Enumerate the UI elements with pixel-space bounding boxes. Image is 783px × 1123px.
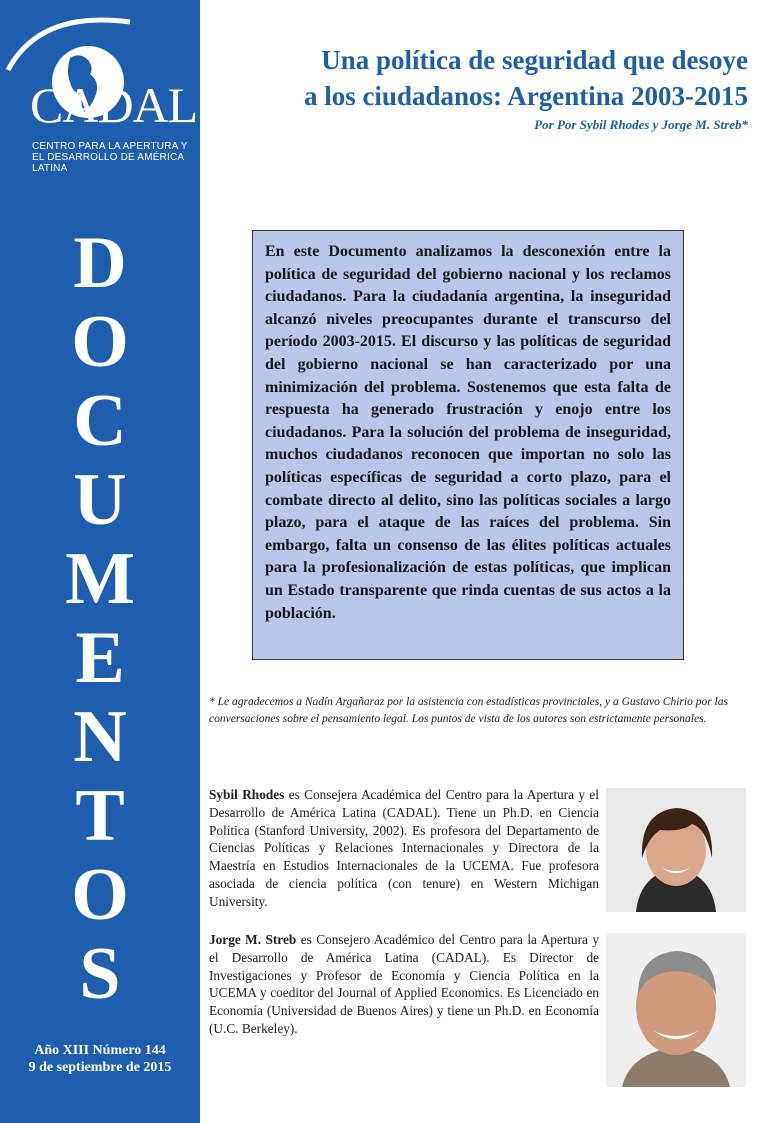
vertical-letter: N: [73, 696, 127, 778]
author-bio-text: es Consejera Académica del Centro para la Apertura y el Desarrollo de América Latina (CADAL). Tiene un Ph.D. en Ciencia Política (Stanford University, 2002). Es profesora del Departamento de Ciencias Políticas y Relaciones Internacionales y Directora de la Maestría en Estudios Internacionales de la UCEMA. Fue profesora asociada de ciencia política (con tenure) en Western Michigan University.: [209, 787, 599, 909]
logo-subtitle: CENTRO PARA LA APERTURA Y EL DESARROLLO DE AMÉRICA LATINA: [32, 141, 188, 174]
vertical-letter: E: [75, 617, 125, 699]
vertical-letter: O: [71, 301, 129, 383]
author-bio: [209, 786, 599, 911]
sidebar: [0, 0, 200, 1123]
title-line: a los ciudadanos: Argentina 2003-2015: [303, 81, 748, 111]
vertical-letter: S: [79, 933, 121, 1015]
author-bio: [209, 931, 599, 1038]
footnote: * Le agradecemos a Nadín Argañaraz por la asistencia con estadísticas provinciales, y a Gustavo Chirio por las conversaciones sobre el pensamiento legal. Los puntos de vista de los autores son estrictamente personales.: [209, 696, 728, 725]
author-photo: [606, 933, 746, 1087]
title-line: Una política de seguridad que desoye: [321, 45, 748, 75]
byline: Por Por Sybil Rhodes y Jorge M. Streb*: [534, 117, 748, 132]
author-name: Sybil Rhodes: [209, 787, 285, 802]
logo-wordmark: CADAL: [30, 77, 198, 133]
vertical-letter: D: [73, 222, 127, 304]
issue-date: 9 de septiembre de 2015: [28, 1060, 172, 1075]
vertical-letter: O: [71, 854, 129, 936]
vertical-letter: M: [65, 538, 135, 620]
vertical-letter: U: [73, 459, 127, 541]
vertical-letter: T: [75, 775, 125, 857]
issue-number: Año XIII Número 144: [34, 1043, 166, 1058]
abstract-box: [252, 230, 684, 660]
vertical-letter: C: [73, 380, 127, 462]
author-photo: [606, 788, 746, 912]
author-bio-text: es Consejero Académico del Centro para la Apertura y el Desarrollo de América Latina (CADAL). Es Director de Investigaciones y Profesor de Economía y Ciencia Política en la UCEMA y coeditor del Journal of Applied Economics. Es Licenciado en Economía (Universidad de Buenos Aires) y tiene un Ph.D. en Economía (U.C. Berkeley).: [209, 932, 599, 1036]
author-name: Jorge M. Streb: [209, 932, 297, 947]
abstract-text: En este Documento analizamos la desconexión entre la política de seguridad del gobierno nacional y los reclamos ciudadanos. Para la ciudadanía argentina, la inseguridad alcanzó niveles preocupantes durante el transcurso del período 2003-2015. El discurso y las políticas de seguridad del gobierno nacional se han caracterizado por una minimización del problema. Sostenemos que esta falta de respuesta ha generado frustración y enojo entre los ciudadanos. Para la solución del problema de inseguridad, muchos ciudadanos reconocen que importan no solo las políticas específicas de seguridad a corto plazo, para el combate directo al delito, sino las políticas sociales a largo plazo, para el ataque de las raíces del problema. Sin embargo, falta un consenso de las élites políticas actuales para la profesionalización de estas políticas, que implican un Estado transparente que rinda cuentas de sus actos a la población.: [265, 243, 671, 622]
document-title: [215, 42, 748, 114]
